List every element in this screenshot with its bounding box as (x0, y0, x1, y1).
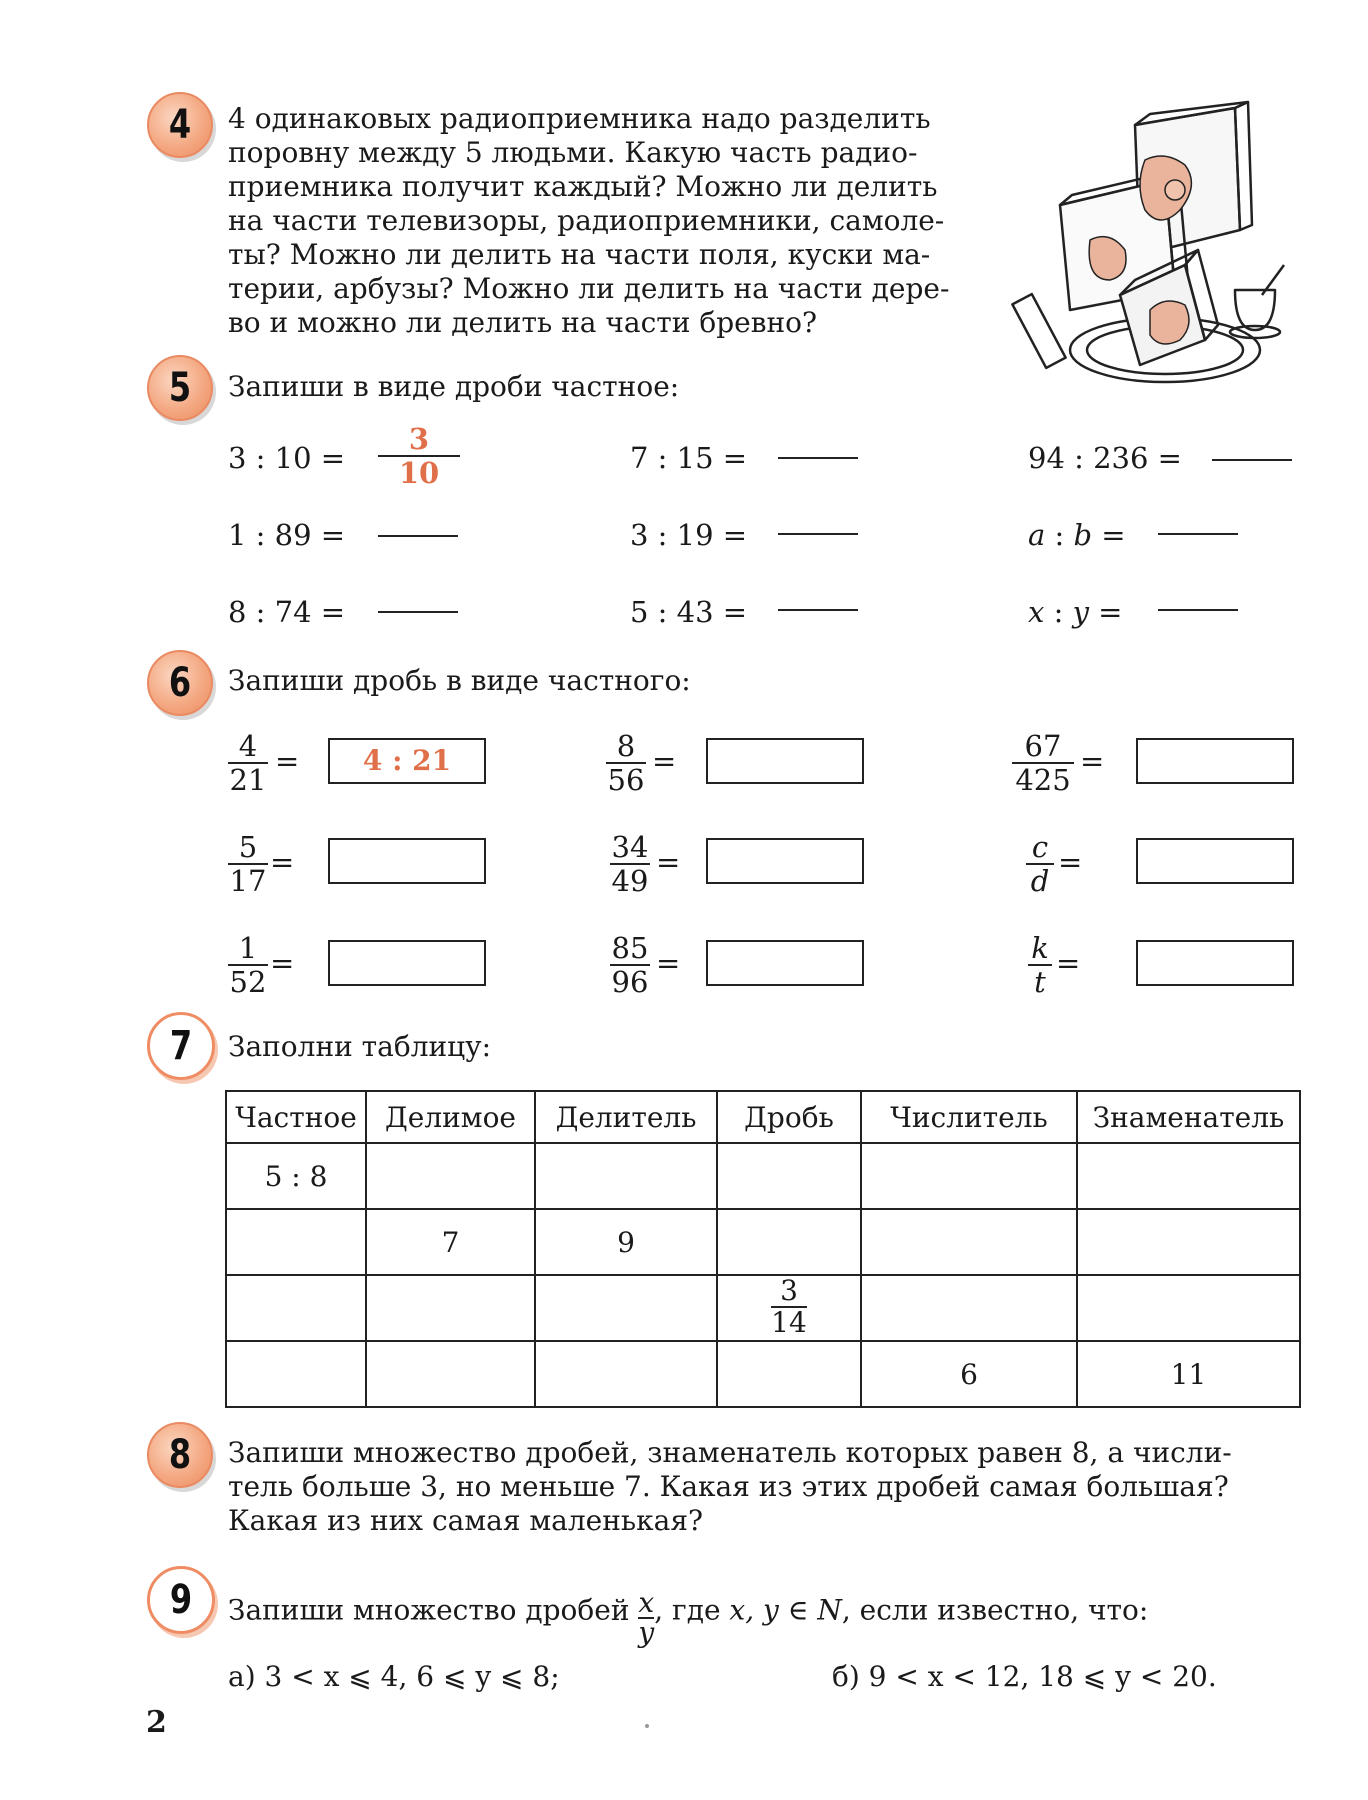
answer-blank[interactable] (778, 457, 858, 459)
table-header-row (226, 1091, 1300, 1143)
task-5-expr: 8 : 74 = (228, 595, 346, 629)
task-9-part-a: а) 3 < x ⩽ 4, 6 ⩽ y ⩽ 8; (228, 1660, 560, 1693)
task-9-intro: Запиши множество дробей $\frac{x}{y}$ , где x, y ∈ N, если известно, что: (228, 1586, 1149, 1649)
task-5-instruction: Запиши в виде дроби частное: (228, 370, 680, 403)
task-5-expr: 94 : 236 = (1028, 441, 1182, 475)
task-6-instruction: Запиши дробь в виде частного: (228, 664, 691, 697)
equals-sign: = (1056, 946, 1081, 980)
task-6-fraction: 85 96 (611, 931, 649, 999)
table-cell[interactable] (535, 1341, 717, 1407)
table-cell[interactable] (366, 1143, 535, 1209)
table-cell[interactable] (1077, 1143, 1300, 1209)
table-cell[interactable] (366, 1275, 535, 1341)
table-cell[interactable] (1077, 1275, 1300, 1341)
task-4-badge: 4 (147, 92, 213, 158)
table-cell[interactable] (226, 1341, 366, 1407)
task-6-fraction: 4 21 (229, 729, 267, 797)
table-cell[interactable] (717, 1143, 861, 1209)
column-header: Делимое (366, 1091, 535, 1143)
table-row (226, 1275, 1300, 1341)
answer-box[interactable] (706, 940, 864, 986)
task-9-badge: 9 (147, 1566, 215, 1634)
task-6-fraction: c d (1026, 832, 1054, 896)
task-5-expr: 5 : 43 = (630, 595, 748, 629)
answer-box[interactable] (1136, 940, 1294, 986)
task-6-fraction: 34 49 (611, 830, 649, 898)
task-9-part-b: б) 9 < x < 12, 18 ⩽ y < 20. (832, 1660, 1217, 1693)
table-cell: 6 (861, 1341, 1077, 1407)
task-4-text: 4 одинаковых радиоприемника надо разделить поровну между 5 людьми. Какую часть радио- приемника получит каждый? Можно ли делить на части телевизоры, радиоприемники, самоле- ты? Можно ли делить на части поля, куски ма- терии, арбузы? Можно ли делить на части дере- во и можно ли делить на части бревно? (228, 102, 950, 339)
table-cell[interactable] (226, 1209, 366, 1275)
equals-sign: = (1058, 845, 1083, 879)
table-cell[interactable] (717, 1341, 861, 1407)
table-row (226, 1341, 1300, 1407)
task-6-badge: 6 (147, 650, 213, 716)
answer-box[interactable] (328, 838, 486, 884)
answer-box[interactable]: 4 : 21 (328, 738, 486, 784)
table-cell: 9 (535, 1209, 717, 1275)
answer-box[interactable] (1136, 738, 1294, 784)
equals-sign: = (656, 845, 681, 879)
equals-sign: = (656, 946, 681, 980)
answer-blank[interactable] (378, 535, 458, 537)
table-row (226, 1209, 1300, 1275)
task-7-instruction: Заполни таблицу: (228, 1030, 492, 1063)
page-number: 2 (146, 1705, 167, 1740)
task-5-expr: x : y = (1028, 595, 1123, 629)
task-7-badge: 7 (147, 1012, 215, 1080)
table-cell[interactable] (717, 1209, 861, 1275)
answer-box[interactable] (1136, 838, 1294, 884)
task-6-fraction: k t (1028, 933, 1052, 997)
task-5-expr: a : b = (1028, 518, 1126, 552)
column-header: Знаменатель (1077, 1091, 1300, 1143)
task-5-badge: 5 (147, 355, 213, 421)
table-row (226, 1143, 1300, 1209)
column-header: Числитель (861, 1091, 1077, 1143)
table-cell[interactable] (226, 1275, 366, 1341)
answer-box[interactable] (706, 738, 864, 784)
equals-sign: = (270, 946, 295, 980)
equals-sign: = (270, 845, 295, 879)
table-cell (717, 1275, 861, 1341)
table-cell[interactable] (861, 1209, 1077, 1275)
task-8-text: Запиши множество дробей, знаменатель которых равен 8, а числи- тель больше 3, но меньше 7. Какая из этих дробей самая большая? Какая из них самая маленькая? (228, 1436, 1232, 1537)
equals-sign: = (275, 744, 300, 778)
task-6-fraction: 5 17 (229, 830, 267, 898)
table-cell[interactable] (861, 1143, 1077, 1209)
equals-sign: = (1080, 744, 1105, 778)
task-6-fraction: 1 52 (229, 931, 267, 999)
table-cell[interactable] (366, 1341, 535, 1407)
column-header: Делитель (535, 1091, 717, 1143)
table-cell[interactable] (535, 1143, 717, 1209)
task-8-badge: 8 (147, 1422, 213, 1488)
column-header: Частное (226, 1091, 366, 1143)
answer-box[interactable] (328, 940, 486, 986)
task-5-expr: 3 : 19 = (630, 518, 748, 552)
task-5-expr: 1 : 89 = (228, 518, 346, 552)
table-cell: 7 (366, 1209, 535, 1275)
task-5-expr: 7 : 15 = (630, 441, 748, 475)
table-cell[interactable] (861, 1275, 1077, 1341)
task-6-fraction: 67 425 (1012, 731, 1074, 795)
table-cell: 5 : 8 (226, 1143, 366, 1209)
answer-blank[interactable] (1158, 609, 1238, 611)
answer-blank[interactable] (778, 533, 858, 535)
print-dot (645, 1724, 649, 1728)
task-6-fraction: 8 56 (607, 729, 645, 797)
task-9-fraction: $\frac{x}{y}$ (638, 1586, 655, 1649)
answer-blank[interactable] (778, 609, 858, 611)
column-header: Дробь (717, 1091, 861, 1143)
cut-tv-illustration (1000, 100, 1290, 390)
answer-blank[interactable] (1158, 533, 1238, 535)
table-cell: 11 (1077, 1341, 1300, 1407)
answer-blank[interactable] (378, 611, 458, 613)
task-5-expr: 3 : 10 = (228, 441, 346, 475)
table-fraction: $\frac{3}{14}$ (771, 1274, 807, 1339)
answer-box[interactable] (706, 838, 864, 884)
fill-in-table (225, 1090, 1301, 1408)
task-5-answer-fraction: 3 10 (378, 424, 460, 488)
table-cell[interactable] (535, 1275, 717, 1341)
answer-blank[interactable] (1212, 459, 1292, 461)
table-cell[interactable] (1077, 1209, 1300, 1275)
equals-sign: = (652, 744, 677, 778)
